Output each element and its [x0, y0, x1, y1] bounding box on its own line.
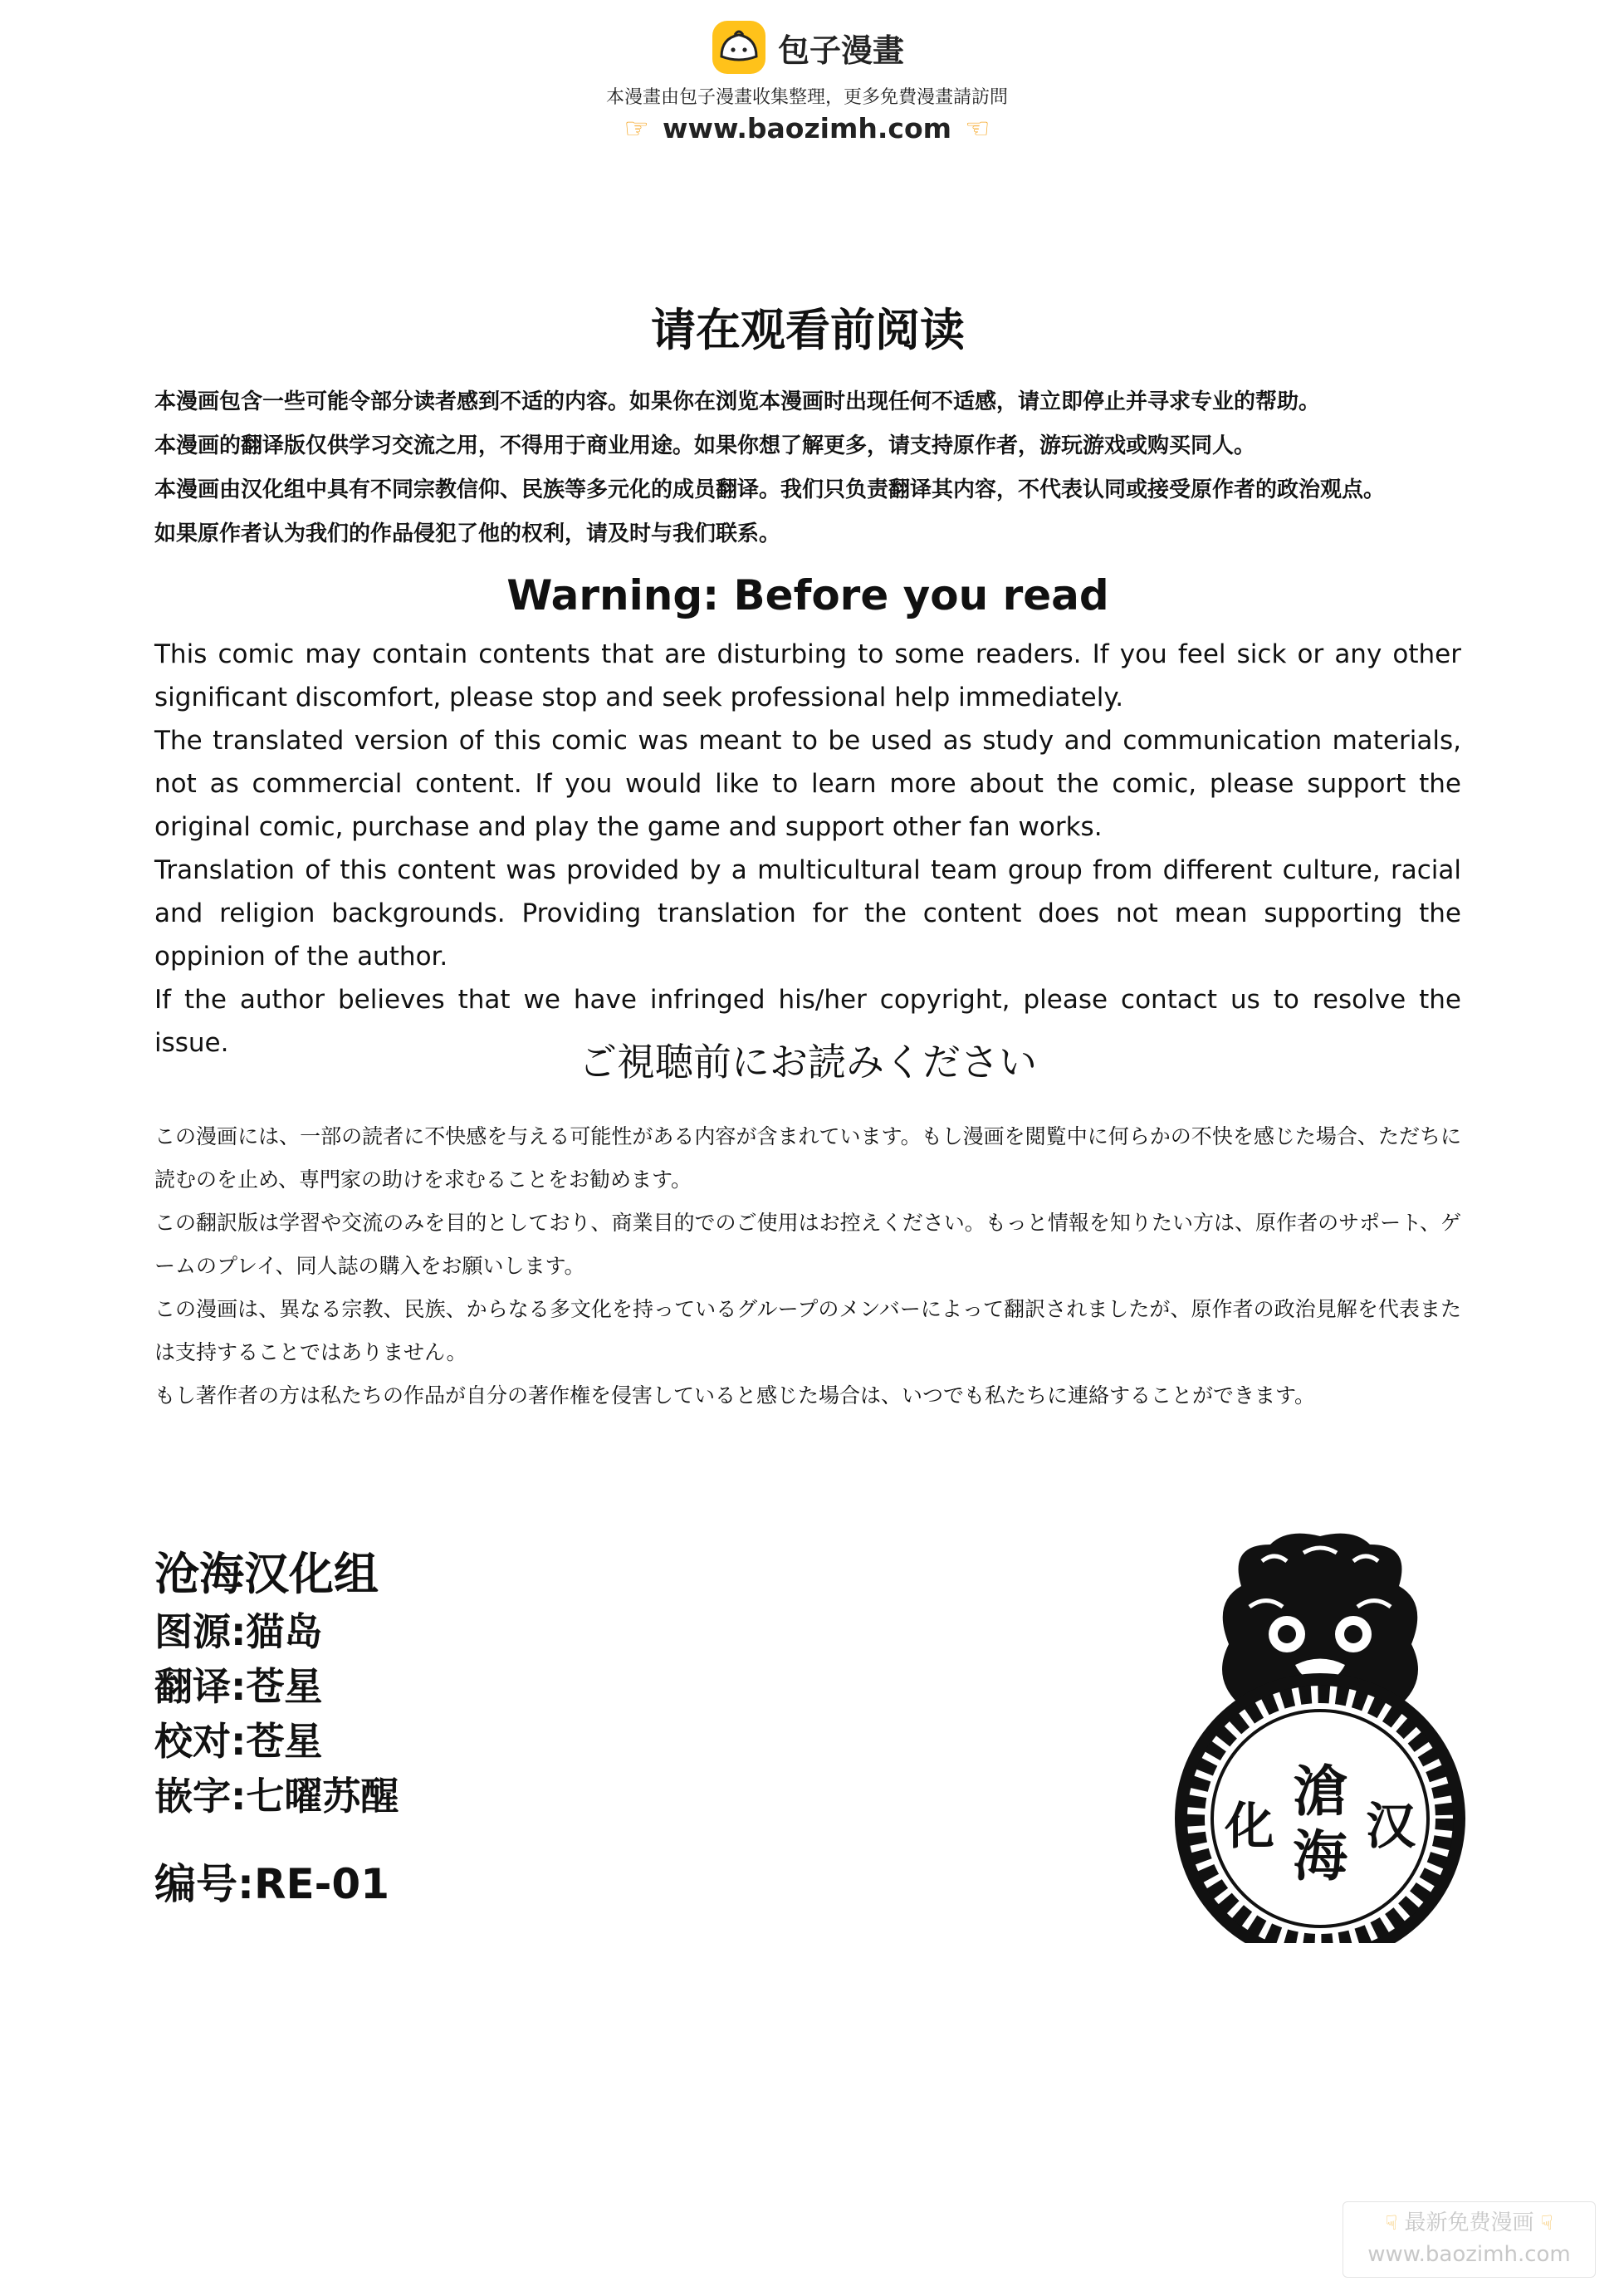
- notice-english-title: Warning: Before you read: [506, 571, 1109, 619]
- brand-url-row: [0, 112, 1614, 144]
- notice-chinese-paragraph: 本漫画的翻译版仅供学习交流之用，不得用于商业用途。如果你想了解更多，请支持原作者，游玩游戏或购买同人。: [154, 433, 1256, 458]
- notice-english-paragraph: The translated version of this comic was meant to be used as study and communication materials, not as commercial content. If you would like to learn more about the comic, please support the original comic, purchase and play the game and support other fan works.: [154, 726, 1461, 842]
- point-right-hand-icon: ☞: [624, 111, 649, 145]
- seal-character: 滄: [1293, 1759, 1347, 1824]
- notice-japanese-title: ご視聴前にお読みください: [579, 1040, 1037, 1084]
- point-down-hand-icon: ☟: [1385, 2211, 1398, 2235]
- credits-proofreader: 校对:苍星: [154, 1719, 323, 1764]
- brand-name: 包子漫畫: [777, 32, 904, 69]
- seal-character: 海: [1293, 1824, 1347, 1888]
- credits-translator: 翻译:苍星: [154, 1664, 323, 1709]
- credits-typesetter: 嵌字:七曜苏醒: [154, 1774, 399, 1819]
- notice-chinese-paragraph: 如果原作者认为我们的作品侵犯了他的权利，请及时与我们联系。: [154, 521, 781, 546]
- notice-english: [154, 565, 1461, 1065]
- notice-japanese-paragraph: この漫画は、異なる宗教、民族、からなる多文化を持っているグループのメンバーによって翻訳されましたが、原作者の政治見解を代表または支持することではありません。: [154, 1297, 1461, 1364]
- credits-source: 图源:猫岛: [154, 1609, 323, 1654]
- credits-group-name: 沧海汉化组: [154, 1548, 379, 1600]
- brand-url-link[interactable]: www.baozimh.com: [663, 112, 951, 144]
- credits-block: [154, 1545, 399, 1912]
- baozi-logo-icon: [710, 18, 768, 76]
- seal-character: 汉: [1366, 1798, 1416, 1856]
- notice-japanese: [154, 1034, 1461, 1417]
- seal-character: 化: [1225, 1798, 1274, 1856]
- notice-chinese: [154, 299, 1461, 556]
- notice-english-paragraph: If the author believes that we have infringed his/her copyright, please contact us to resolve the issue.: [154, 985, 1461, 1058]
- notice-japanese-paragraph: もし著作者の方は私たちの作品が自分の著作権を侵害していると感じた場合は、いつでも私たちに連絡することができます。: [154, 1383, 1316, 1407]
- notice-japanese-paragraph: この翻訳版は学習や交流のみを目的としており、商業目的でのご使用はお控えください。もっと情報を知りたい方は、原作者のサポート、ゲームのプレイ、同人誌の購入をお願いします。: [154, 1211, 1461, 1278]
- watermark-line1-row: [1343, 2207, 1595, 2239]
- notice-chinese-paragraph: 本漫画由汉化组中具有不同宗教信仰、民族等多元化的成员翻译。我们只负责翻译其内容，不代表认同或接受原作者的政治观点。: [154, 477, 1386, 502]
- credits-id: 编号:RE-01: [154, 1860, 389, 1908]
- point-left-hand-icon: ☜: [965, 111, 990, 145]
- brand-subtitle: 本漫畫由包子漫畫收集整理，更多免費漫畫請訪問: [605, 87, 1008, 108]
- notice-japanese-paragraph: この漫画には、一部の読者に不快感を与える可能性がある内容が含まれています。もし漫画を閲覧中に何らかの不快を感じた場合、ただちに読むのを止め、専門家の助けを求むることをお勧めます。: [154, 1124, 1461, 1192]
- watermark-badge[interactable]: [1343, 2201, 1596, 2278]
- watermark-line2: www.baozimh.com: [1367, 2242, 1571, 2267]
- notice-english-paragraph: This comic may contain contents that are disturbing to some readers. If you feel sick or any other significant discomfort, please stop and seek professional help immediately.: [154, 639, 1461, 712]
- brand-header: [0, 18, 1614, 144]
- brand-row: [0, 18, 1614, 76]
- watermark-line1: 最新免费漫画: [1404, 2210, 1534, 2235]
- notice-chinese-paragraph: 本漫画包含一些可能令部分读者感到不适的内容。如果你在浏览本漫画时出现任何不适感，请立即停止并寻求专业的帮助。: [154, 389, 1321, 414]
- lion-head-seal-icon: [1162, 1528, 1478, 1943]
- notice-chinese-title: 请在观看前阅读: [651, 304, 965, 356]
- notice-english-paragraph: Translation of this content was provided by a multicultural team group from different culture, racial and religion backgrounds. Providing translation for the content does not mean supporting the oppinion of the author.: [154, 855, 1461, 972]
- point-down-hand-icon: ☟: [1540, 2211, 1553, 2235]
